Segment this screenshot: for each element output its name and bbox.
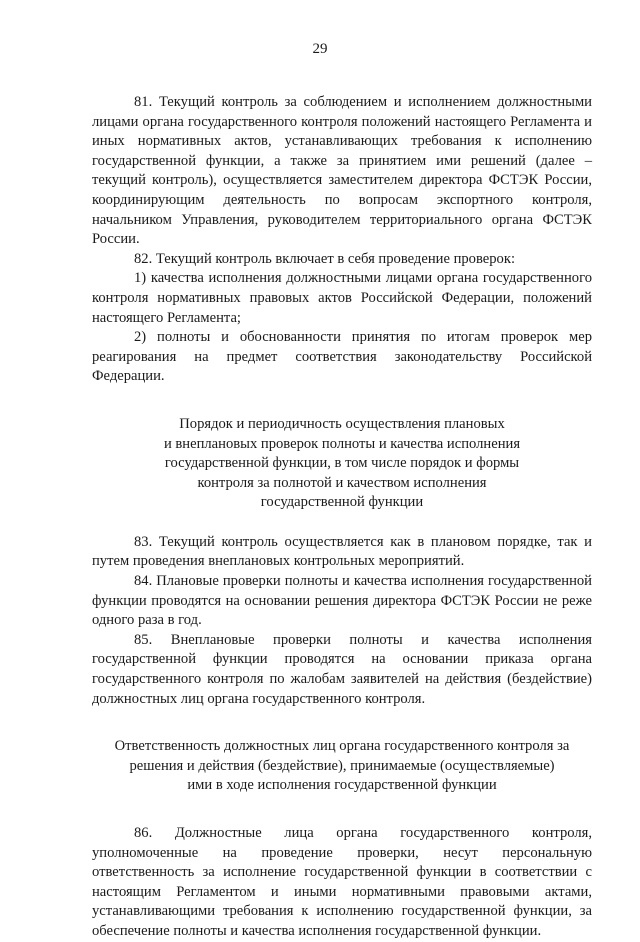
paragraph-85: 85. Внеплановые проверки полноты и качества исполнения государственной функции проводятся на основании приказа органа государственного контроля по жалобам заявителей на действия (бездействие) должностных лиц органа государственного контроля. bbox=[92, 631, 592, 707]
section-heading-inspections bbox=[92, 415, 592, 513]
paragraph-81: 81. Текущий контроль за соблюдением и исполнением должностными лицами органа государственного контроля положений настоящего Регламента и иных нормативных актов, устанавливающих требования к исполнению государственной функции, а также за принятием ими решений (далее – текущий контроль), осуществляется заместителем директора ФСТЭК России, координирующим деятельность по вопросам экспортного контроля, начальником Управления, руководителем территориального органа ФСТЭК России. bbox=[92, 94, 592, 248]
heading-line: решения и действия (бездействие), принимаемые (осуществляемые) bbox=[129, 757, 555, 774]
paragraph-82: 82. Текущий контроль включает в себя проведение проверок: bbox=[134, 250, 516, 267]
heading-line: государственной функции, в том числе порядок и формы bbox=[164, 455, 520, 472]
document-body bbox=[92, 93, 592, 942]
heading-line: Ответственность должностных лиц органа государственного контроля за bbox=[114, 738, 570, 755]
paragraph-84: 84. Плановые проверки полноты и качества исполнения государственной функции проводятся на основании решения директора ФСТЭК России не реже одного раза в год. bbox=[92, 573, 592, 629]
heading-line: Порядок и периодичность осуществления плановых bbox=[179, 415, 505, 432]
heading-line: ими в ходе исполнения государственной функции bbox=[187, 777, 497, 794]
section-heading-responsibility bbox=[92, 737, 592, 796]
paragraph-82-item-2: 2) полноты и обоснованности принятия по итогам проверок мер реагирования на предмет соответствия законодательству Российской Федерации. bbox=[92, 329, 592, 385]
heading-line: и внеплановых проверок полноты и качества исполнения bbox=[163, 435, 521, 452]
page-number: 29 bbox=[312, 41, 328, 57]
paragraph-86: 86. Должностные лица органа государственного контроля, уполномоченные на проведение проверки, несут персональную ответственность за исполнение государственной функции в соответствии с настоящим Регламентом и иными нормативными правовыми актами, устанавливающими требования к исполнению государственной функции, за обеспечение полноты и качества исполнения государственной функции. bbox=[92, 825, 592, 939]
heading-line: государственной функции bbox=[260, 494, 424, 511]
paragraph-83: 83. Текущий контроль осуществляется как в плановом порядке, так и путем проведения внеплановых контрольных мероприятий. bbox=[92, 533, 592, 570]
heading-line: контроля за полнотой и качеством исполнения bbox=[197, 474, 487, 491]
paragraph-82-item-1: 1) качества исполнения должностными лицами органа государственного контроля нормативных правовых актов Российской Федерации, положений настоящего Регламента; bbox=[92, 270, 592, 326]
